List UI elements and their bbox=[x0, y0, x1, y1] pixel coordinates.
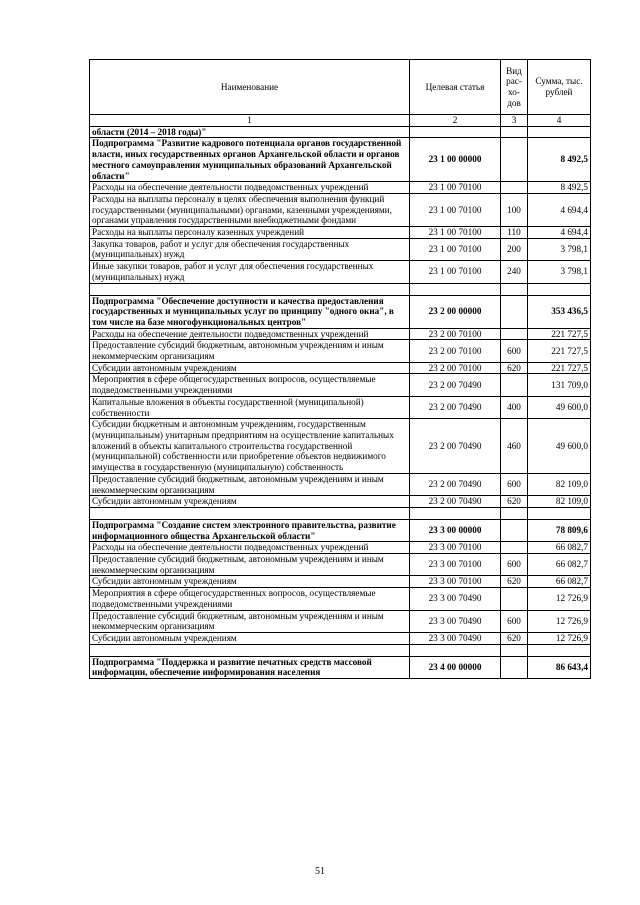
row-name-cell: Субсидии автономным учреждениям bbox=[90, 496, 410, 508]
row-name-cell: Подпрограмма "Развитие кадрового потенциала органов государственной власти, иных государственных органов Архангельской области и органов местного самоуправления муниципальных образований Архангельской области" bbox=[90, 138, 410, 182]
row-sum-cell: 12 726,9 bbox=[528, 588, 591, 610]
row-code-cell bbox=[410, 283, 501, 295]
row-name-cell: Субсидии автономным учреждениям bbox=[90, 632, 410, 644]
table-row bbox=[90, 610, 591, 632]
row-sum-cell: 49 600,0 bbox=[528, 419, 591, 474]
row-sum-cell: 82 109,0 bbox=[528, 473, 591, 495]
table-row bbox=[90, 588, 591, 610]
row-sum-cell: 66 082,7 bbox=[528, 576, 591, 588]
row-code-cell: 23 4 00 00000 bbox=[410, 656, 501, 678]
row-code-cell: 23 1 00 70100 bbox=[410, 227, 501, 239]
table-row bbox=[90, 238, 591, 260]
table-row bbox=[90, 362, 591, 374]
row-name-cell: Закупка товаров, работ и услуг для обеспечения государственных (муниципальных) нужд bbox=[90, 238, 410, 260]
row-sum-cell: 12 726,9 bbox=[528, 610, 591, 632]
row-name-cell: Предоставление субсидий бюджетным, автономным учреждениям и иным некоммерческим организациям bbox=[90, 473, 410, 495]
row-name-cell: Подпрограмма "Поддержка и развитие печатных средств массовой информации, обеспечение информирования населения bbox=[90, 656, 410, 678]
spacer-row bbox=[90, 283, 591, 295]
row-type-cell: 460 bbox=[501, 419, 528, 474]
row-type-cell bbox=[501, 644, 528, 656]
row-name-cell: Мероприятия в сфере общегосударственных вопросов, осуществляемые подведомственными учреждениями bbox=[90, 588, 410, 610]
row-code-cell: 23 1 00 70100 bbox=[410, 261, 501, 283]
table-row bbox=[90, 193, 591, 226]
table-row bbox=[90, 374, 591, 396]
row-name-cell: Расходы на обеспечение деятельности подведомственных учреждений bbox=[90, 328, 410, 340]
row-name-cell: Мероприятия в сфере общегосударственных вопросов, осуществляемые подведомственными учреждениями bbox=[90, 374, 410, 396]
row-name-cell: Предоставление субсидий бюджетным, автономным учреждениям и иным некоммерческим организациям bbox=[90, 554, 410, 576]
row-code-cell: 23 2 00 00000 bbox=[410, 295, 501, 328]
table-row bbox=[90, 632, 591, 644]
row-name-cell: Субсидии автономным учреждениям bbox=[90, 362, 410, 374]
row-type-cell: 600 bbox=[501, 340, 528, 362]
table-row bbox=[90, 261, 591, 283]
row-type-cell: 600 bbox=[501, 473, 528, 495]
row-code-cell: 23 1 00 70100 bbox=[410, 193, 501, 226]
row-type-cell: 240 bbox=[501, 261, 528, 283]
column-number: 4 bbox=[528, 115, 591, 127]
row-code-cell: 23 1 00 00000 bbox=[410, 138, 501, 182]
row-name-cell bbox=[90, 507, 410, 519]
row-type-cell bbox=[501, 328, 528, 340]
row-type-cell bbox=[501, 295, 528, 328]
table-row bbox=[90, 554, 591, 576]
table-row bbox=[90, 519, 591, 541]
header-name: Наименование bbox=[90, 60, 410, 115]
budget-table bbox=[89, 59, 591, 679]
row-sum-cell: 131 709,0 bbox=[528, 374, 591, 396]
row-type-cell bbox=[501, 283, 528, 295]
row-code-cell bbox=[410, 644, 501, 656]
row-name-cell: Капитальные вложения в объекты государственной (муниципальной) собственности bbox=[90, 396, 410, 418]
row-name-cell bbox=[90, 644, 410, 656]
row-type-cell bbox=[501, 507, 528, 519]
row-sum-cell: 3 798,1 bbox=[528, 238, 591, 260]
row-type-cell bbox=[501, 182, 528, 194]
row-name-cell: Расходы на выплаты персоналу в целях обеспечения выполнения функций государственными (муниципальными) органами, казенными учреждениями, органами управления государственными внебюджетными фондами bbox=[90, 193, 410, 226]
row-type-cell bbox=[501, 588, 528, 610]
row-sum-cell bbox=[528, 283, 591, 295]
row-code-cell: 23 3 00 70100 bbox=[410, 554, 501, 576]
row-sum-cell: 4 694,4 bbox=[528, 193, 591, 226]
row-type-cell: 620 bbox=[501, 496, 528, 508]
spacer-row bbox=[90, 644, 591, 656]
row-sum-cell: 86 643,4 bbox=[528, 656, 591, 678]
row-sum-cell: 49 600,0 bbox=[528, 396, 591, 418]
column-number: 2 bbox=[410, 115, 501, 127]
row-type-cell: 600 bbox=[501, 554, 528, 576]
row-type-cell bbox=[501, 374, 528, 396]
row-name-cell: Иные закупки товаров, работ и услуг для обеспечения государственных (муниципальных) нужд bbox=[90, 261, 410, 283]
table-row bbox=[90, 328, 591, 340]
row-type-cell: 620 bbox=[501, 576, 528, 588]
row-type-cell: 600 bbox=[501, 610, 528, 632]
table-header bbox=[90, 60, 591, 127]
table-row bbox=[90, 656, 591, 678]
table-row bbox=[90, 182, 591, 194]
column-number: 1 bbox=[90, 115, 410, 127]
table-row bbox=[90, 340, 591, 362]
row-sum-cell: 66 082,7 bbox=[528, 542, 591, 554]
row-code-cell: 23 1 00 70100 bbox=[410, 182, 501, 194]
row-code-cell: 23 2 00 70490 bbox=[410, 374, 501, 396]
row-code-cell: 23 2 00 70100 bbox=[410, 328, 501, 340]
row-sum-cell: 8 492,5 bbox=[528, 138, 591, 182]
row-name-cell: Расходы на обеспечение деятельности подведомственных учреждений bbox=[90, 182, 410, 194]
row-name-cell: Предоставление субсидий бюджетным, автономным учреждениям и иным некоммерческим организациям bbox=[90, 340, 410, 362]
row-type-cell: 100 bbox=[501, 193, 528, 226]
page-number: 51 bbox=[315, 866, 325, 877]
row-code-cell: 23 3 00 70490 bbox=[410, 610, 501, 632]
row-name-cell: области (2014 – 2018 годы)" bbox=[90, 126, 410, 138]
row-name-cell: Подпрограмма "Обеспечение доступности и качества предоставления государственных и муниципальных услуг по принципу "одного окна", в том числе на базе многофункциональных центров" bbox=[90, 295, 410, 328]
row-code-cell: 23 3 00 70100 bbox=[410, 542, 501, 554]
row-name-cell: Расходы на обеспечение деятельности подведомственных учреждений bbox=[90, 542, 410, 554]
row-name-cell: Подпрограмма "Создание систем электронного правительства, развитие информационного общества Архангельской области" bbox=[90, 519, 410, 541]
table-row bbox=[90, 542, 591, 554]
row-type-cell bbox=[501, 542, 528, 554]
table-row bbox=[90, 496, 591, 508]
row-sum-cell bbox=[528, 644, 591, 656]
table-row bbox=[90, 396, 591, 418]
header-sum: Сумма, тыс. рублей bbox=[528, 60, 591, 115]
row-name-cell bbox=[90, 283, 410, 295]
row-sum-cell: 12 726,9 bbox=[528, 632, 591, 644]
table-row bbox=[90, 138, 591, 182]
row-sum-cell: 82 109,0 bbox=[528, 496, 591, 508]
row-type-cell: 620 bbox=[501, 632, 528, 644]
table-row bbox=[90, 576, 591, 588]
table-row bbox=[90, 126, 591, 138]
row-sum-cell: 4 694,4 bbox=[528, 227, 591, 239]
row-sum-cell: 66 082,7 bbox=[528, 554, 591, 576]
column-number-row bbox=[90, 115, 591, 127]
row-type-cell: 110 bbox=[501, 227, 528, 239]
row-code-cell: 23 2 00 70100 bbox=[410, 340, 501, 362]
row-name-cell: Предоставление субсидий бюджетным, автономным учреждениям и иным некоммерческим организациям bbox=[90, 610, 410, 632]
row-code-cell: 23 2 00 70490 bbox=[410, 396, 501, 418]
table-row bbox=[90, 227, 591, 239]
row-code-cell bbox=[410, 126, 501, 138]
row-code-cell: 23 3 00 70490 bbox=[410, 632, 501, 644]
row-code-cell: 23 2 00 70490 bbox=[410, 473, 501, 495]
row-sum-cell: 8 492,5 bbox=[528, 182, 591, 194]
row-code-cell: 23 3 00 70100 bbox=[410, 576, 501, 588]
spacer-row bbox=[90, 507, 591, 519]
row-code-cell: 23 2 00 70100 bbox=[410, 362, 501, 374]
row-type-cell: 400 bbox=[501, 396, 528, 418]
row-sum-cell bbox=[528, 126, 591, 138]
row-type-cell: 200 bbox=[501, 238, 528, 260]
row-code-cell: 23 2 00 70490 bbox=[410, 496, 501, 508]
row-code-cell: 23 1 00 70100 bbox=[410, 238, 501, 260]
header-code: Целевая статья bbox=[410, 60, 501, 115]
column-number: 3 bbox=[501, 115, 528, 127]
row-sum-cell: 221 727,5 bbox=[528, 340, 591, 362]
row-code-cell: 23 3 00 70490 bbox=[410, 588, 501, 610]
table-row bbox=[90, 419, 591, 474]
row-sum-cell: 78 809,6 bbox=[528, 519, 591, 541]
row-sum-cell bbox=[528, 507, 591, 519]
table-body bbox=[90, 126, 591, 678]
row-name-cell: Субсидии бюджетным и автономным учреждениям, государственным (муниципальным) унитарным предприятиям на осуществление капитальных вложений в объекты капитального строительства государственной (муниципальной) собственности или приобретение объектов недвижимого имущества в государственную (муниципальную) собственность bbox=[90, 419, 410, 474]
row-sum-cell: 221 727,5 bbox=[528, 362, 591, 374]
table-row bbox=[90, 295, 591, 328]
row-type-cell bbox=[501, 656, 528, 678]
row-type-cell bbox=[501, 138, 528, 182]
row-name-cell: Расходы на выплаты персоналу казенных учреждений bbox=[90, 227, 410, 239]
row-code-cell: 23 2 00 70490 bbox=[410, 419, 501, 474]
row-type-cell bbox=[501, 519, 528, 541]
row-sum-cell: 3 798,1 bbox=[528, 261, 591, 283]
header-type: Вид рас-хо-дов bbox=[501, 60, 528, 115]
row-sum-cell: 221 727,5 bbox=[528, 328, 591, 340]
row-code-cell: 23 3 00 00000 bbox=[410, 519, 501, 541]
row-type-cell bbox=[501, 126, 528, 138]
table-row bbox=[90, 473, 591, 495]
row-type-cell: 620 bbox=[501, 362, 528, 374]
row-sum-cell: 353 436,5 bbox=[528, 295, 591, 328]
row-code-cell bbox=[410, 507, 501, 519]
row-name-cell: Субсидии автономным учреждениям bbox=[90, 576, 410, 588]
